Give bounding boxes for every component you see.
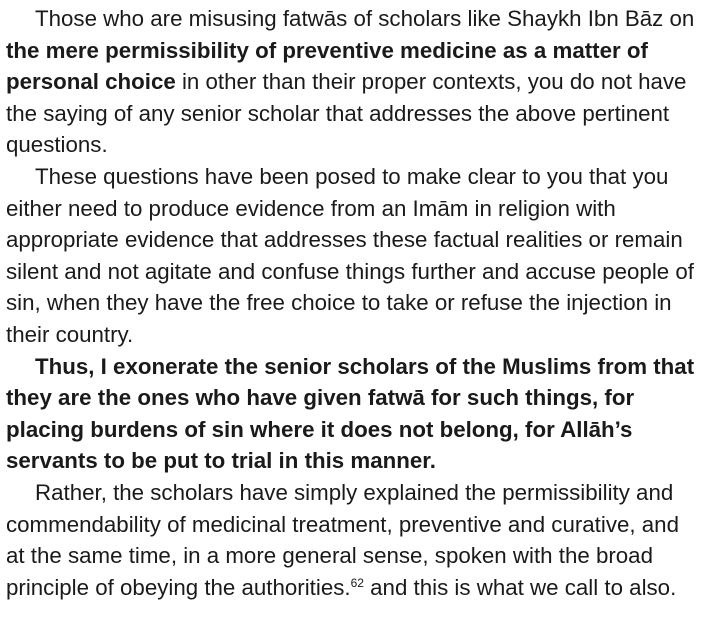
text-segment: in other than their proper contexts, you do not have the saying of any senior scholar that addresses the above pertinent questions. [6,69,687,158]
paragraph-exonerate-scholars [6,351,699,477]
footnote-reference[interactable]: 62 [350,575,364,590]
paragraph-questions-posed [6,161,699,351]
paragraph-scholars-explained [6,477,699,603]
text-segment: and this is what we call to also. [363,574,677,600]
paragraph-misusing-fatwas [6,3,699,161]
text-segment: These questions have been posed to make clear to you that you either need to produce evidence from an Imām in religion with appropriate evidence that addresses these factual realities or remain silent and not agitate and confuse things further and accuse people of sin, when they have the free choice to take or refuse the injection in their country. [6,163,694,347]
bold-text-segment: Thus, I exonerate the senior scholars of the Muslims from that they are the ones who have given fatwā for such things, for placing burdens of sin where it does not belong, for Allāh’s servants to be put to trial in this manner. [6,353,695,474]
text-segment: Those who are misusing fatwās of scholars like Shaykh Ibn Bāz on [35,6,695,31]
text-segment: Rather, the scholars have simply explained the permissibility and commendability of medicinal treatment, preventive and curative, and at the same time, in a more general sense, spoken with the broad principle of obeying the authorities. [6,479,679,600]
bold-text-segment: the mere permissibility of preventive medicine as a matter of personal choice [6,37,648,95]
